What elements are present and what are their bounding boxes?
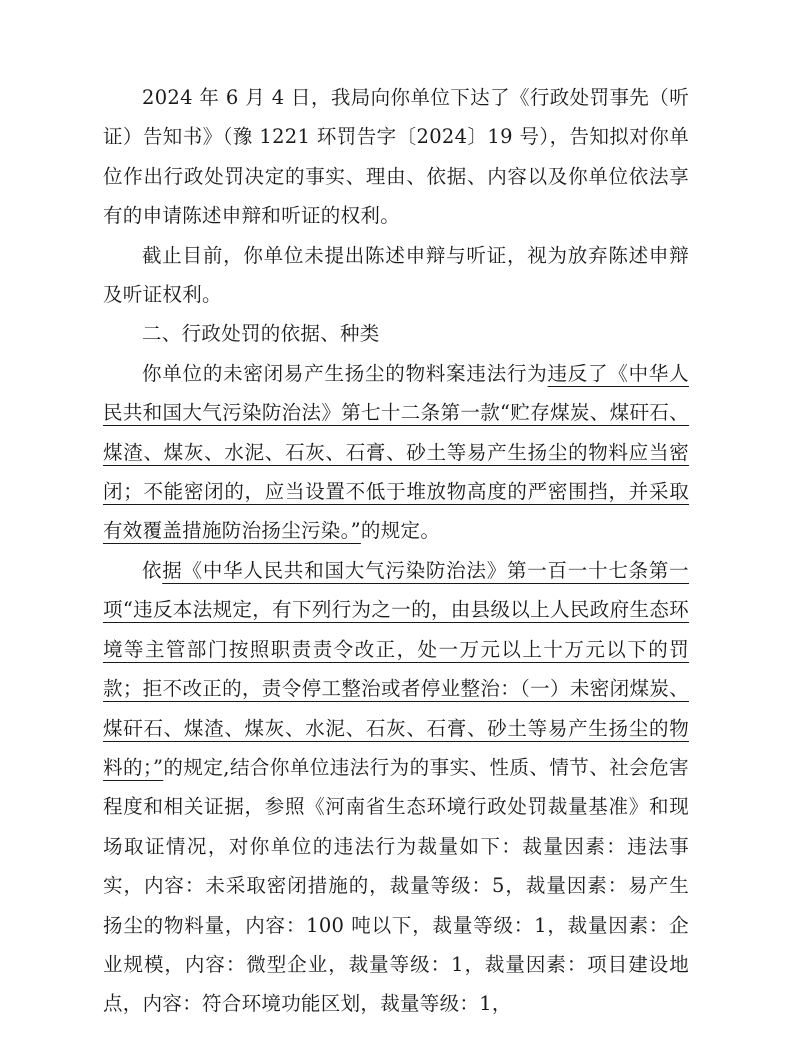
paragraph-text: 截止目前，你单位未提出陈述申辩与听证，视为放弃陈述申辩及听证权利。	[103, 243, 689, 307]
heading-text: 二、行政处罚的依据、种类	[142, 322, 380, 346]
paragraph-text: 依	[142, 558, 163, 582]
underlined-legal-quote: 违反了《中华人民共和国大气污染防治法》第七十二条第一款“贮存煤炭、煤矸石、煤渣、煤灰、水泥、石灰、石膏、砂土等易产生扬尘的物料应当密闭；不能密闭的，应当设置不低于堆放物高度的严密围挡，并采取有效覆盖措施防治扬尘污染。”	[103, 361, 689, 543]
document-body	[103, 78, 689, 1024]
paragraph-basis	[103, 551, 689, 1024]
paragraph-violation	[103, 354, 689, 551]
paragraph-notice	[103, 78, 689, 236]
paragraph-text: 你单位的未密闭易产生扬尘的物料案违法行为	[142, 361, 548, 385]
paragraph-text: 2024 年 6 月 4 日，我局向你单位下达了《行政处罚事先（听证）告知书》（豫 1221 环罚告字〔2024〕19 号），告知拟对你单位作出行政处罚决定的事实、理由、依据、内容以及你单位依法享有的申请陈述申辩和听证的权利。	[103, 86, 689, 228]
section-heading	[103, 314, 689, 353]
paragraph-text: 的规定。	[360, 519, 441, 543]
paragraph-text: 的规定,结合你单位违法行为的事实、性质、情节、社会危害程度和相关证据，参照《河南省生态环境行政处罚裁量基准》和现场取证情况，对你单位的违法行为裁量如下：裁量因素：违法事实，内容：未采取密闭措施的，裁量等级：5，裁量因素：易产生扬尘的物料量，内容：100 吨以下，裁量等级：1，裁量因素：企业规模，内容：微型企业，裁量等级：1，裁量因素：项目建设地点，内容：符合环境功能区划，裁量等级：1，	[103, 755, 689, 1016]
paragraph-waiver	[103, 236, 689, 315]
underlined-legal-quote: 据《中华人民共和国大气污染防治法》第一百一十七条第一项“违反本法规定，有下列行为之一的，由县级以上人民政府生态环境等主管部门按照职责责令改正，处一万元以上十万元以下的罚款；拒不改正的，责令停工整治或者停业整治：（一）未密闭煤炭、煤矸石、煤渣、煤灰、水泥、石灰、石膏、砂土等易产生扬尘的物料的；”	[103, 558, 689, 779]
